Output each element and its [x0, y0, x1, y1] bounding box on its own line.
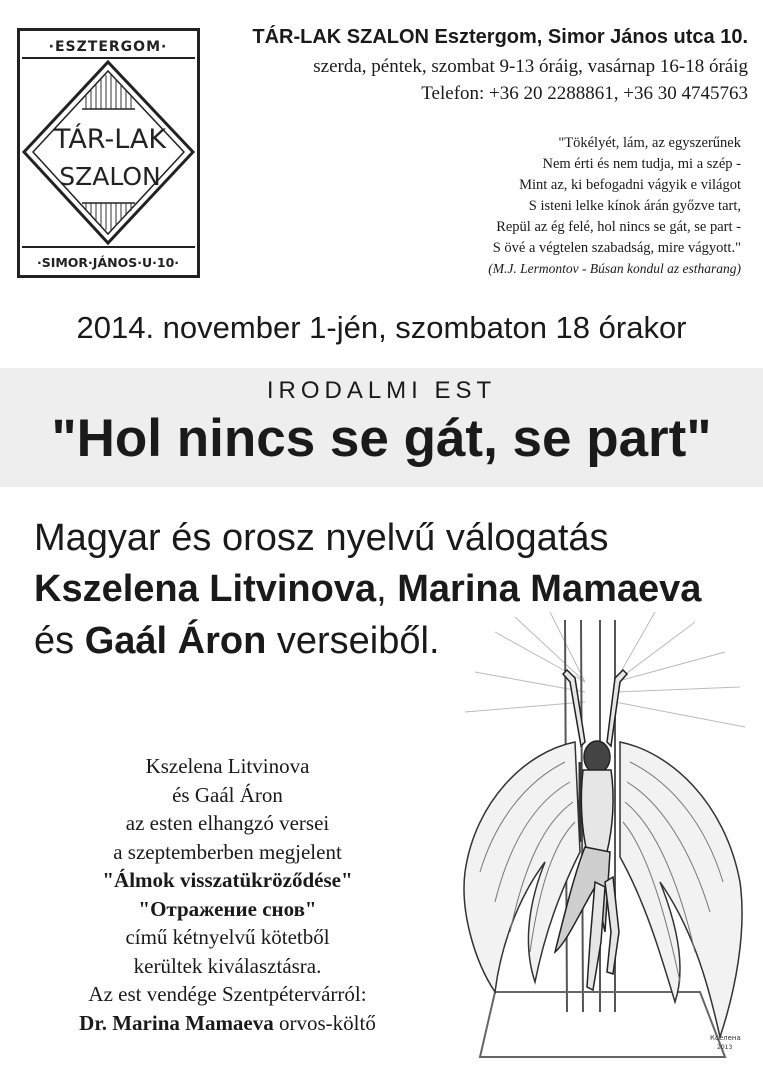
venue-title: TÁR-LAK SZALON Esztergom, Simor János utca 10. — [252, 26, 748, 48]
separator: , — [376, 568, 398, 610]
lead-line-1: Magyar és orosz nyelvű válogatás — [34, 517, 609, 559]
event-description — [10, 752, 445, 1037]
description-line: az esten elhangzó versei — [125, 811, 330, 835]
guest-line — [10, 1009, 445, 1038]
book-title-ru: "Отражение снов" — [138, 896, 317, 921]
description-line: kerültek kiválasztásra. — [133, 953, 322, 978]
logo-top-text: ·ESZTERGOM· — [48, 39, 168, 55]
description-line: és Gaál Áron — [172, 782, 283, 807]
poem-citation: (M.J. Lermontov - Búsan kondul az estharang) — [488, 261, 741, 276]
book-title-hu: "Álmok visszatükröződése" — [102, 868, 353, 892]
lead-line-3 — [34, 620, 440, 663]
author-name: Kszelena Litvinova — [34, 568, 377, 610]
poem-line: S isteni lelke kínok árán győzve tart, — [528, 198, 741, 214]
author-name: Marina Mamaeva — [397, 568, 702, 610]
poem-line: Nem érti és nem tudja, mi a szép - — [542, 156, 741, 172]
description-line: Az est vendége Szentpétervárról: — [88, 982, 367, 1006]
logo-name-line1: TÁR-LAK — [53, 124, 167, 155]
svg-text:2013: 2013 — [717, 1044, 733, 1051]
description-line: a szeptemberben megjelent — [113, 839, 342, 864]
logo-bottom-text: ·SIMOR·JÁNOS·U·10· — [36, 255, 180, 270]
svg-text:Кселенa: Кселенa — [710, 1034, 741, 1042]
lead-line-2 — [34, 568, 701, 611]
poem-quote — [493, 133, 741, 259]
guest-name: Dr. Marina Mamaeva — [79, 1010, 274, 1035]
event-kicker: IRODALMI EST — [266, 377, 497, 404]
lead-text: és — [34, 620, 85, 662]
phone-numbers: Telefon: +36 20 2288861, +36 30 4745763 — [421, 83, 748, 104]
guest-role: orvos-költő — [273, 1010, 376, 1035]
poem-line: Repül az ég felé, hol nincs se gát, se part - — [496, 219, 741, 235]
poem-line: "Tökélyét, lám, az egyszerűnek — [558, 135, 741, 151]
description-line: Kszelena Litvinova — [145, 754, 310, 778]
poem-line: S övé a végtelen szabadság, mire vágyott." — [492, 240, 741, 256]
angel-illustration — [455, 612, 755, 1067]
lead-text: verseiből. — [266, 620, 440, 662]
opening-hours: szerda, péntek, szombat 9-13 óráig, vasárnap 16-18 óráig — [313, 56, 748, 77]
author-name: Gaál Áron — [84, 620, 267, 662]
event-date: 2014. november 1-jén, szombaton 18 órakor — [76, 310, 687, 345]
poem-line: Mint az, ki befogadni vágyik e világot — [519, 177, 741, 193]
logo-name-line2: SZALON — [59, 162, 161, 191]
description-line: című kétnyelvű kötetből — [125, 925, 330, 949]
event-title: "Hol nincs se gát, se part" — [51, 409, 712, 468]
tar-lak-logo — [17, 28, 200, 278]
